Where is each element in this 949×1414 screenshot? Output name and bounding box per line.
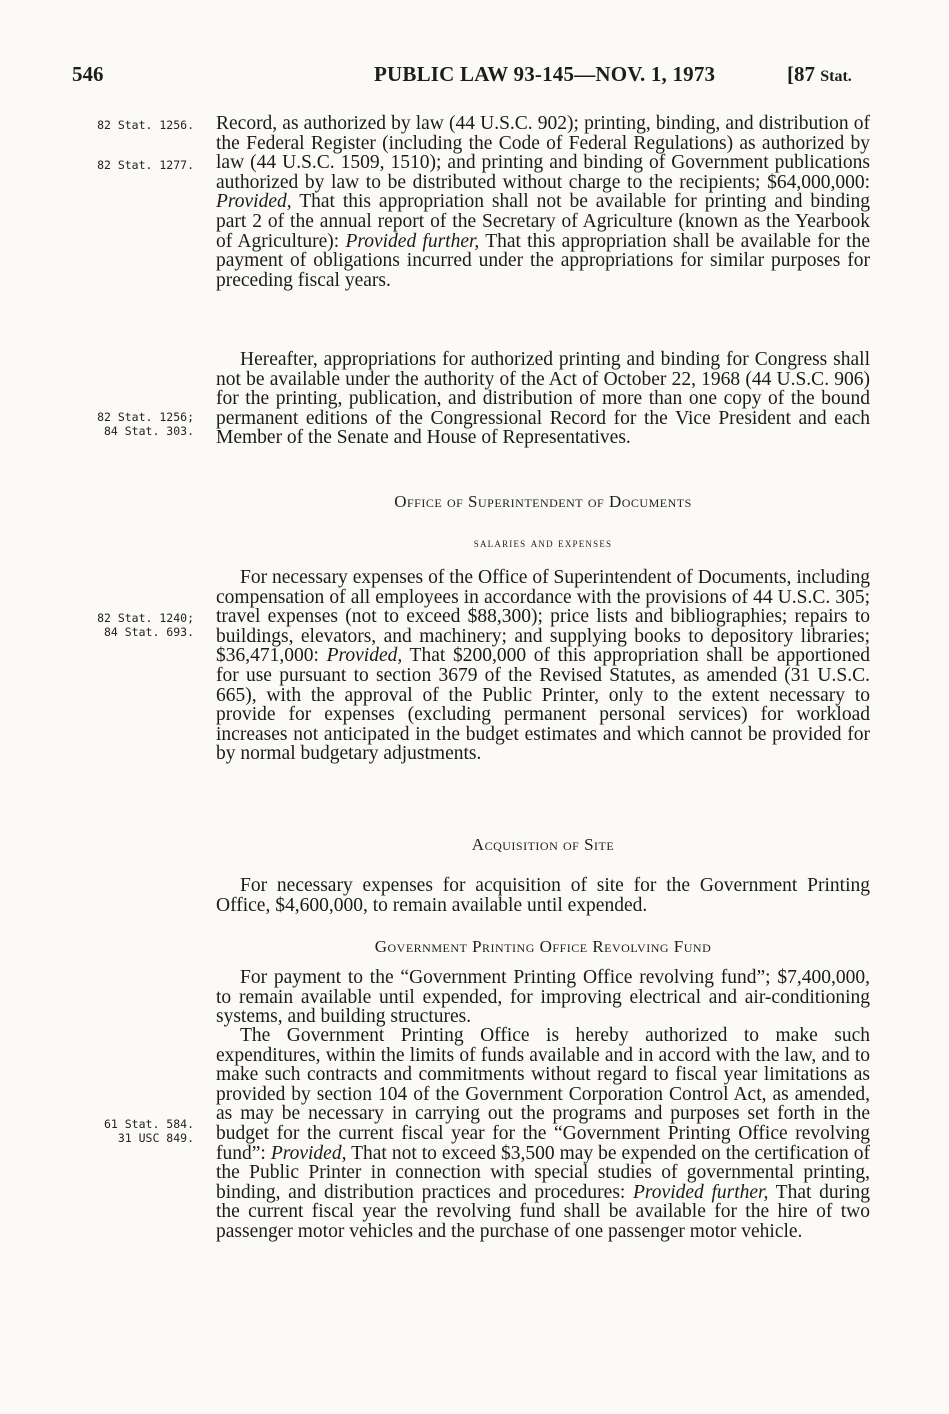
margin-note-line: 84 Stat. 303. <box>103 424 194 438</box>
proviso-emphasis: Provided further, <box>345 230 480 252</box>
volume-prefix: [87 <box>787 62 821 86</box>
paragraph <box>216 968 870 1027</box>
subsection-heading-salaries: salaries and expenses <box>473 536 613 550</box>
text-run: The Government Printing Office is hereby authorized to make such expenditures, within the limits of funds available and in accord with the law, and to make such contracts and commitments without regard to fiscal year limitations as provided by section 104 of the Government Corporation Control Act, as amended, as may be necessary in carrying out the programs and purposes set forth in the budget for the current fiscal year for the “Government Printing Office revolving fund”: <box>216 1025 870 1164</box>
volume-suffix: Stat. <box>820 68 852 85</box>
paragraph-text <box>216 876 870 915</box>
margin-note-line: 82 Stat. 1240; <box>97 611 194 625</box>
margin-note <box>70 410 194 438</box>
section-heading-superintendent: Office of Superintendent of Documents <box>394 492 692 511</box>
paragraph-text <box>216 350 870 448</box>
margin-note-line: 82 Stat. 1256. <box>97 118 194 132</box>
section-heading-revolving-fund: Government Printing Office Revolving Fund <box>374 937 712 956</box>
margin-note-line: 84 Stat. 693. <box>103 625 194 639</box>
paragraph-text <box>216 114 870 290</box>
proviso-emphasis: Provided, <box>216 191 292 213</box>
paragraph-text <box>216 968 870 1027</box>
text-run: For necessary expenses of the Office of Superintendent of Documents, including compensation of all employees in accordance with the provisions of 44 U.S.C. 305; travel expenses (not to exceed $88,300); price lists and bibliographies; repairs to buildings, elevators, and machinery; and supplying books to depository libraries; $36,471,000: <box>216 567 870 667</box>
proviso-emphasis: Provided further, <box>633 1181 769 1203</box>
margin-note-line: 82 Stat. 1277. <box>97 158 194 172</box>
text-run: That this appropriation shall not be available for printing and binding part 2 of the annual report of the Secretary of Agriculture (known as the Yearbook of Agriculture): <box>216 191 870 252</box>
proviso-emphasis: Provided, <box>326 645 403 667</box>
running-title: PUBLIC LAW 93-145—NOV. 1, 1973 <box>374 62 716 86</box>
page-number: 546 <box>72 62 104 86</box>
margin-note <box>70 118 194 132</box>
margin-note-line: 61 Stat. 584. <box>103 1117 194 1131</box>
text-run: For necessary expenses for acquisition of site for the Government Printing Office, $4,600,000, to remain available until expended. <box>216 875 870 916</box>
volume-citation <box>787 62 852 87</box>
text-run: Hereafter, appropriations for authorized printing and binding for Congress shall not be available under the authority of the Act of October 22, 1968 (44 U.S.C. 906) for the printing, publication, and distribution of more than one copy of the bound permanent editions of the Congressional Record for the Vice President and each Member of the Senate and House of Representatives. <box>216 349 870 449</box>
margin-note-line: 82 Stat. 1256; <box>97 410 194 424</box>
show-through-shading <box>216 1300 870 1370</box>
paragraph-text <box>216 568 870 764</box>
text-run: Record, as authorized by law (44 U.S.C. 902); printing, binding, and distribution of the Federal Register (including the Code of Federal Regulations) as authorized by law (44 U.S.C. 1509, 1510); and printing and binding of Government publications authorized by law to be distributed without charge to the recipients; $64,000,000: <box>216 113 870 193</box>
text-run: That $200,000 of this appropriation shall be apportioned for use pursuant to section 3679 of the Revised Statutes, as amended (31 U.S.C. 665), with the approval of the Public Printer, only to the extent necessary to provide for expenses (excluding permanent personal services) for workload increases not anticipated in the budget estimates and which cannot be provided for by normal budgetary adjustments. <box>216 645 870 765</box>
text-run: That this appropriation shall be available for the payment of obligations incurred under the appropriations for similar purposes for preceding fiscal years. <box>216 230 870 291</box>
margin-note <box>70 611 194 639</box>
margin-note-line: 31 USC 849. <box>117 1131 194 1145</box>
text-run: For payment to the “Government Printing Office revolving fund”; $7,400,000, to remain available until expended, for improving electrical and air-conditioning systems, and building structures. <box>216 967 870 1028</box>
margin-note <box>70 1117 194 1145</box>
paragraph <box>216 568 870 764</box>
text-run: That not to exceed $3,500 may be expended on the certification of the Public Printer in connection with special studies of governmental printing, binding, and distribution practices and procedures: <box>216 1142 870 1203</box>
paragraph <box>216 1026 870 1242</box>
section-heading-acquisition: Acquisition of Site <box>471 835 615 854</box>
paragraph <box>216 876 870 915</box>
paragraph <box>216 350 870 448</box>
page-header <box>0 62 949 88</box>
margin-note <box>70 158 194 172</box>
proviso-emphasis: Provided, <box>270 1142 347 1164</box>
paragraph <box>216 114 870 290</box>
text-run: That during the current fiscal year the revolving fund shall be available for the hire of two passenger motor vehicles and the purchase of one passenger motor vehicle. <box>216 1181 870 1242</box>
paragraph-text <box>216 1026 870 1242</box>
